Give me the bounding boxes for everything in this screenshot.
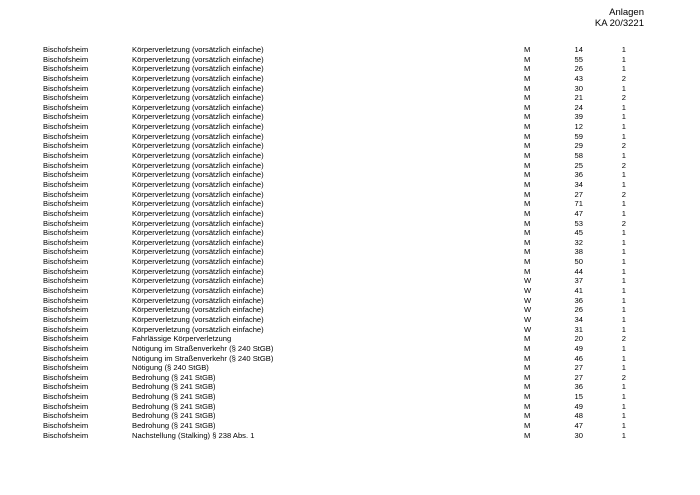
table-row xyxy=(43,247,643,257)
cell-offense: Körperverletzung (vorsätzlich einfache) xyxy=(132,141,264,151)
cell-gender: M xyxy=(524,160,531,170)
cell-offense: Bedrohung (§ 241 StGB) xyxy=(132,420,216,430)
cell-age: 14 xyxy=(574,45,583,54)
cell-location: Bischofsheim xyxy=(43,45,89,54)
cell-age: 32 xyxy=(574,237,583,247)
cell-gender: M xyxy=(524,382,531,392)
cell-age: 27 xyxy=(574,189,583,199)
cell-gender: M xyxy=(524,353,531,363)
cell-location: Bischofsheim xyxy=(43,160,89,170)
cell-age: 43 xyxy=(574,73,583,83)
cell-age: 39 xyxy=(574,112,583,122)
cell-age: 34 xyxy=(574,179,583,189)
cell-age: 48 xyxy=(574,411,583,421)
cell-location: Bischofsheim xyxy=(43,324,89,334)
table-row xyxy=(43,103,643,113)
cell-count: 1 xyxy=(621,401,626,411)
table-row xyxy=(43,64,643,74)
cell-count: 1 xyxy=(621,237,626,247)
cell-location: Bischofsheim xyxy=(43,411,89,421)
cell-gender: M xyxy=(524,247,531,257)
cell-location: Bischofsheim xyxy=(43,131,89,141)
cell-age: 25 xyxy=(574,160,583,170)
cell-location: Bischofsheim xyxy=(43,64,89,74)
cell-location: Bischofsheim xyxy=(43,353,89,363)
cell-gender: M xyxy=(524,228,531,238)
cell-count: 1 xyxy=(621,314,626,324)
cell-age: 24 xyxy=(574,102,583,112)
table-row xyxy=(43,132,643,142)
cell-count: 2 xyxy=(621,73,626,83)
cell-gender: M xyxy=(524,93,531,103)
cell-count: 1 xyxy=(621,64,626,74)
cell-location: Bischofsheim xyxy=(43,228,89,238)
cell-location: Bischofsheim xyxy=(43,257,89,267)
cell-age: 53 xyxy=(574,218,583,228)
table-row xyxy=(43,209,643,219)
table-row xyxy=(43,334,643,344)
cell-location: Bischofsheim xyxy=(43,276,89,286)
cell-age: 44 xyxy=(574,266,583,276)
cell-gender: M xyxy=(524,189,531,199)
cell-age: 36 xyxy=(574,295,583,305)
table-row xyxy=(43,276,643,286)
cell-gender: M xyxy=(524,131,531,141)
table-row xyxy=(43,363,643,373)
cell-gender: M xyxy=(524,199,531,209)
cell-location: Bischofsheim xyxy=(43,73,89,83)
cell-location: Bischofsheim xyxy=(43,420,89,430)
cell-count: 1 xyxy=(621,83,626,93)
cell-offense: Nötigung im Straßenverkehr (§ 240 StGB) xyxy=(132,343,274,353)
cell-gender: M xyxy=(524,151,531,161)
cell-count: 1 xyxy=(621,228,626,238)
cell-location: Bischofsheim xyxy=(43,247,89,257)
cell-offense: Körperverletzung (vorsätzlich einfache) xyxy=(132,266,264,276)
cell-location: Bischofsheim xyxy=(43,295,89,305)
table-row xyxy=(43,93,643,103)
cell-offense: Körperverletzung (vorsätzlich einfache) xyxy=(132,208,264,218)
cell-offense: Körperverletzung (vorsätzlich einfache) xyxy=(132,102,264,112)
cell-gender: M xyxy=(524,170,531,180)
table-row xyxy=(43,141,643,151)
cell-offense: Körperverletzung (vorsätzlich einfache) xyxy=(132,286,264,296)
cell-gender: M xyxy=(524,343,531,353)
cell-offense: Bedrohung (§ 241 StGB) xyxy=(132,372,216,382)
cell-location: Bischofsheim xyxy=(43,237,89,247)
cell-gender: M xyxy=(524,73,531,83)
cell-location: Bischofsheim xyxy=(43,199,89,209)
cell-age: 49 xyxy=(574,401,583,411)
cell-offense: Bedrohung (§ 241 StGB) xyxy=(132,411,216,421)
table-row xyxy=(43,112,643,122)
table-row xyxy=(43,238,643,248)
cell-offense: Körperverletzung (vorsätzlich einfache) xyxy=(132,151,264,161)
table-row xyxy=(43,354,643,364)
cell-offense: Körperverletzung (vorsätzlich einfache) xyxy=(132,189,264,199)
header-annex-label: Anlagen xyxy=(609,7,644,18)
cell-gender: M xyxy=(524,112,531,122)
cell-offense: Körperverletzung (vorsätzlich einfache) xyxy=(132,131,264,141)
cell-offense: Körperverletzung (vorsätzlich einfache) xyxy=(132,324,264,334)
cell-location: Bischofsheim xyxy=(43,343,89,353)
cell-gender: W xyxy=(524,324,532,334)
cell-count: 1 xyxy=(621,353,626,363)
cell-age: 71 xyxy=(574,199,583,209)
cell-count: 1 xyxy=(621,411,626,421)
cell-gender: M xyxy=(524,45,531,54)
cell-location: Bischofsheim xyxy=(43,93,89,103)
cell-offense: Nachstellung (Stalking) § 238 Abs. 1 xyxy=(132,430,255,440)
cell-offense: Körperverletzung (vorsätzlich einfache) xyxy=(132,83,264,93)
cell-count: 1 xyxy=(621,430,626,440)
cell-location: Bischofsheim xyxy=(43,179,89,189)
cell-age: 29 xyxy=(574,141,583,151)
cell-location: Bischofsheim xyxy=(43,305,89,315)
cell-gender: M xyxy=(524,363,531,373)
cell-location: Bischofsheim xyxy=(43,286,89,296)
cell-gender: M xyxy=(524,208,531,218)
cell-location: Bischofsheim xyxy=(43,372,89,382)
table-row xyxy=(43,228,643,238)
cell-offense: Körperverletzung (vorsätzlich einfache) xyxy=(132,237,264,247)
cell-offense: Körperverletzung (vorsätzlich einfache) xyxy=(132,170,264,180)
table-row xyxy=(43,55,643,65)
cell-count: 1 xyxy=(621,247,626,257)
cell-age: 30 xyxy=(574,83,583,93)
cell-gender: M xyxy=(524,257,531,267)
cell-offense: Bedrohung (§ 241 StGB) xyxy=(132,392,216,402)
cell-count: 2 xyxy=(621,93,626,103)
table-row xyxy=(43,180,643,190)
cell-location: Bischofsheim xyxy=(43,334,89,344)
cell-age: 41 xyxy=(574,286,583,296)
cell-age: 31 xyxy=(574,324,583,334)
cell-offense: Körperverletzung (vorsätzlich einfache) xyxy=(132,112,264,122)
cell-count: 1 xyxy=(621,122,626,132)
cell-age: 20 xyxy=(574,334,583,344)
table-row xyxy=(43,305,643,315)
cell-count: 1 xyxy=(621,305,626,315)
cell-count: 1 xyxy=(621,199,626,209)
cell-gender: M xyxy=(524,102,531,112)
cell-location: Bischofsheim xyxy=(43,218,89,228)
cell-gender: M xyxy=(524,179,531,189)
cell-count: 1 xyxy=(621,257,626,267)
cell-age: 27 xyxy=(574,372,583,382)
cell-location: Bischofsheim xyxy=(43,102,89,112)
cell-age: 49 xyxy=(574,343,583,353)
table-row xyxy=(43,315,643,325)
cell-location: Bischofsheim xyxy=(43,122,89,132)
cell-offense: Nötigung (§ 240 StGB) xyxy=(132,363,209,373)
cell-gender: M xyxy=(524,54,531,64)
cell-offense: Körperverletzung (vorsätzlich einfache) xyxy=(132,64,264,74)
cell-location: Bischofsheim xyxy=(43,314,89,324)
table-row xyxy=(43,431,643,441)
cell-offense: Körperverletzung (vorsätzlich einfache) xyxy=(132,228,264,238)
cell-age: 26 xyxy=(574,64,583,74)
cell-count: 1 xyxy=(621,420,626,430)
cell-offense: Körperverletzung (vorsätzlich einfache) xyxy=(132,276,264,286)
cell-count: 1 xyxy=(621,179,626,189)
cell-age: 36 xyxy=(574,170,583,180)
cell-gender: W xyxy=(524,286,532,296)
cell-gender: W xyxy=(524,305,532,315)
table-row xyxy=(43,45,643,55)
cell-location: Bischofsheim xyxy=(43,54,89,64)
cell-gender: M xyxy=(524,218,531,228)
cell-gender: M xyxy=(524,392,531,402)
cell-offense: Bedrohung (§ 241 StGB) xyxy=(132,382,216,392)
cell-offense: Nötigung im Straßenverkehr (§ 240 StGB) xyxy=(132,353,274,363)
cell-count: 1 xyxy=(621,276,626,286)
cell-age: 47 xyxy=(574,208,583,218)
cell-count: 1 xyxy=(621,45,626,54)
cell-count: 1 xyxy=(621,151,626,161)
table-row xyxy=(43,257,643,267)
cell-count: 2 xyxy=(621,334,626,344)
cell-location: Bischofsheim xyxy=(43,392,89,402)
cell-gender: W xyxy=(524,295,532,305)
table-row xyxy=(43,402,643,412)
cell-age: 38 xyxy=(574,247,583,257)
cell-gender: M xyxy=(524,64,531,74)
cell-location: Bischofsheim xyxy=(43,112,89,122)
table-row xyxy=(43,161,643,171)
cell-location: Bischofsheim xyxy=(43,401,89,411)
cell-count: 2 xyxy=(621,218,626,228)
cell-count: 1 xyxy=(621,112,626,122)
cell-offense: Körperverletzung (vorsätzlich einfache) xyxy=(132,179,264,189)
table-row xyxy=(43,151,643,161)
table-row xyxy=(43,199,643,209)
table-row xyxy=(43,267,643,277)
cell-age: 36 xyxy=(574,382,583,392)
cell-age: 46 xyxy=(574,353,583,363)
cell-offense: Körperverletzung (vorsätzlich einfache) xyxy=(132,247,264,257)
cell-count: 1 xyxy=(621,170,626,180)
table-row xyxy=(43,344,643,354)
cell-count: 1 xyxy=(621,324,626,334)
cell-count: 2 xyxy=(621,189,626,199)
cell-gender: M xyxy=(524,122,531,132)
cell-location: Bischofsheim xyxy=(43,382,89,392)
cell-location: Bischofsheim xyxy=(43,208,89,218)
table-row xyxy=(43,74,643,84)
table-row xyxy=(43,190,643,200)
cell-count: 1 xyxy=(621,392,626,402)
cell-offense: Körperverletzung (vorsätzlich einfache) xyxy=(132,295,264,305)
cell-location: Bischofsheim xyxy=(43,430,89,440)
table-row xyxy=(43,296,643,306)
cell-age: 37 xyxy=(574,276,583,286)
cell-location: Bischofsheim xyxy=(43,170,89,180)
cell-count: 1 xyxy=(621,54,626,64)
cell-gender: M xyxy=(524,411,531,421)
cell-age: 30 xyxy=(574,430,583,440)
cell-age: 45 xyxy=(574,228,583,238)
data-table xyxy=(43,45,643,440)
cell-gender: M xyxy=(524,334,531,344)
cell-age: 50 xyxy=(574,257,583,267)
cell-location: Bischofsheim xyxy=(43,141,89,151)
table-row xyxy=(43,219,643,229)
cell-offense: Körperverletzung (vorsätzlich einfache) xyxy=(132,122,264,132)
table-row xyxy=(43,286,643,296)
cell-offense: Körperverletzung (vorsätzlich einfache) xyxy=(132,93,264,103)
cell-gender: M xyxy=(524,141,531,151)
cell-count: 1 xyxy=(621,102,626,112)
cell-offense: Körperverletzung (vorsätzlich einfache) xyxy=(132,73,264,83)
cell-age: 21 xyxy=(574,93,583,103)
cell-age: 47 xyxy=(574,420,583,430)
table-row xyxy=(43,392,643,402)
cell-count: 2 xyxy=(621,160,626,170)
cell-count: 2 xyxy=(621,141,626,151)
cell-offense: Bedrohung (§ 241 StGB) xyxy=(132,401,216,411)
table-row xyxy=(43,373,643,383)
cell-offense: Körperverletzung (vorsätzlich einfache) xyxy=(132,257,264,267)
cell-location: Bischofsheim xyxy=(43,151,89,161)
header-document-number: KA 20/3221 xyxy=(594,17,644,29)
cell-count: 1 xyxy=(621,266,626,276)
cell-count: 1 xyxy=(621,343,626,353)
cell-count: 1 xyxy=(621,363,626,373)
cell-count: 1 xyxy=(621,286,626,296)
cell-age: 15 xyxy=(574,392,583,402)
cell-location: Bischofsheim xyxy=(43,266,89,276)
table-row xyxy=(43,325,643,335)
cell-gender: W xyxy=(524,314,532,324)
cell-gender: W xyxy=(524,276,532,286)
cell-offense: Körperverletzung (vorsätzlich einfache) xyxy=(132,54,264,64)
cell-age: 12 xyxy=(574,122,583,132)
cell-gender: M xyxy=(524,83,531,93)
table-row xyxy=(43,170,643,180)
cell-count: 1 xyxy=(621,295,626,305)
cell-offense: Fahrlässige Körperverletzung xyxy=(132,334,232,344)
cell-age: 58 xyxy=(574,151,583,161)
cell-offense: Körperverletzung (vorsätzlich einfache) xyxy=(132,218,264,228)
cell-age: 26 xyxy=(574,305,583,315)
cell-gender: M xyxy=(524,237,531,247)
cell-offense: Körperverletzung (vorsätzlich einfache) xyxy=(132,160,264,170)
cell-age: 34 xyxy=(574,314,583,324)
table-row xyxy=(43,122,643,132)
cell-count: 1 xyxy=(621,131,626,141)
cell-gender: M xyxy=(524,420,531,430)
cell-count: 1 xyxy=(621,382,626,392)
table-row xyxy=(43,421,643,431)
cell-age: 55 xyxy=(574,54,583,64)
cell-location: Bischofsheim xyxy=(43,189,89,199)
cell-offense: Körperverletzung (vorsätzlich einfache) xyxy=(132,45,264,54)
cell-gender: M xyxy=(524,372,531,382)
cell-location: Bischofsheim xyxy=(43,83,89,93)
cell-gender: M xyxy=(524,401,531,411)
cell-location: Bischofsheim xyxy=(43,363,89,373)
cell-offense: Körperverletzung (vorsätzlich einfache) xyxy=(132,314,264,324)
table-row xyxy=(43,411,643,421)
cell-count: 1 xyxy=(621,208,626,218)
table-row xyxy=(43,84,643,94)
page-header xyxy=(595,8,644,29)
cell-gender: M xyxy=(524,266,531,276)
cell-offense: Körperverletzung (vorsätzlich einfache) xyxy=(132,199,264,209)
cell-age: 59 xyxy=(574,131,583,141)
cell-offense: Körperverletzung (vorsätzlich einfache) xyxy=(132,305,264,315)
cell-gender: M xyxy=(524,430,531,440)
table-row xyxy=(43,382,643,392)
cell-age: 27 xyxy=(574,363,583,373)
cell-count: 2 xyxy=(621,372,626,382)
